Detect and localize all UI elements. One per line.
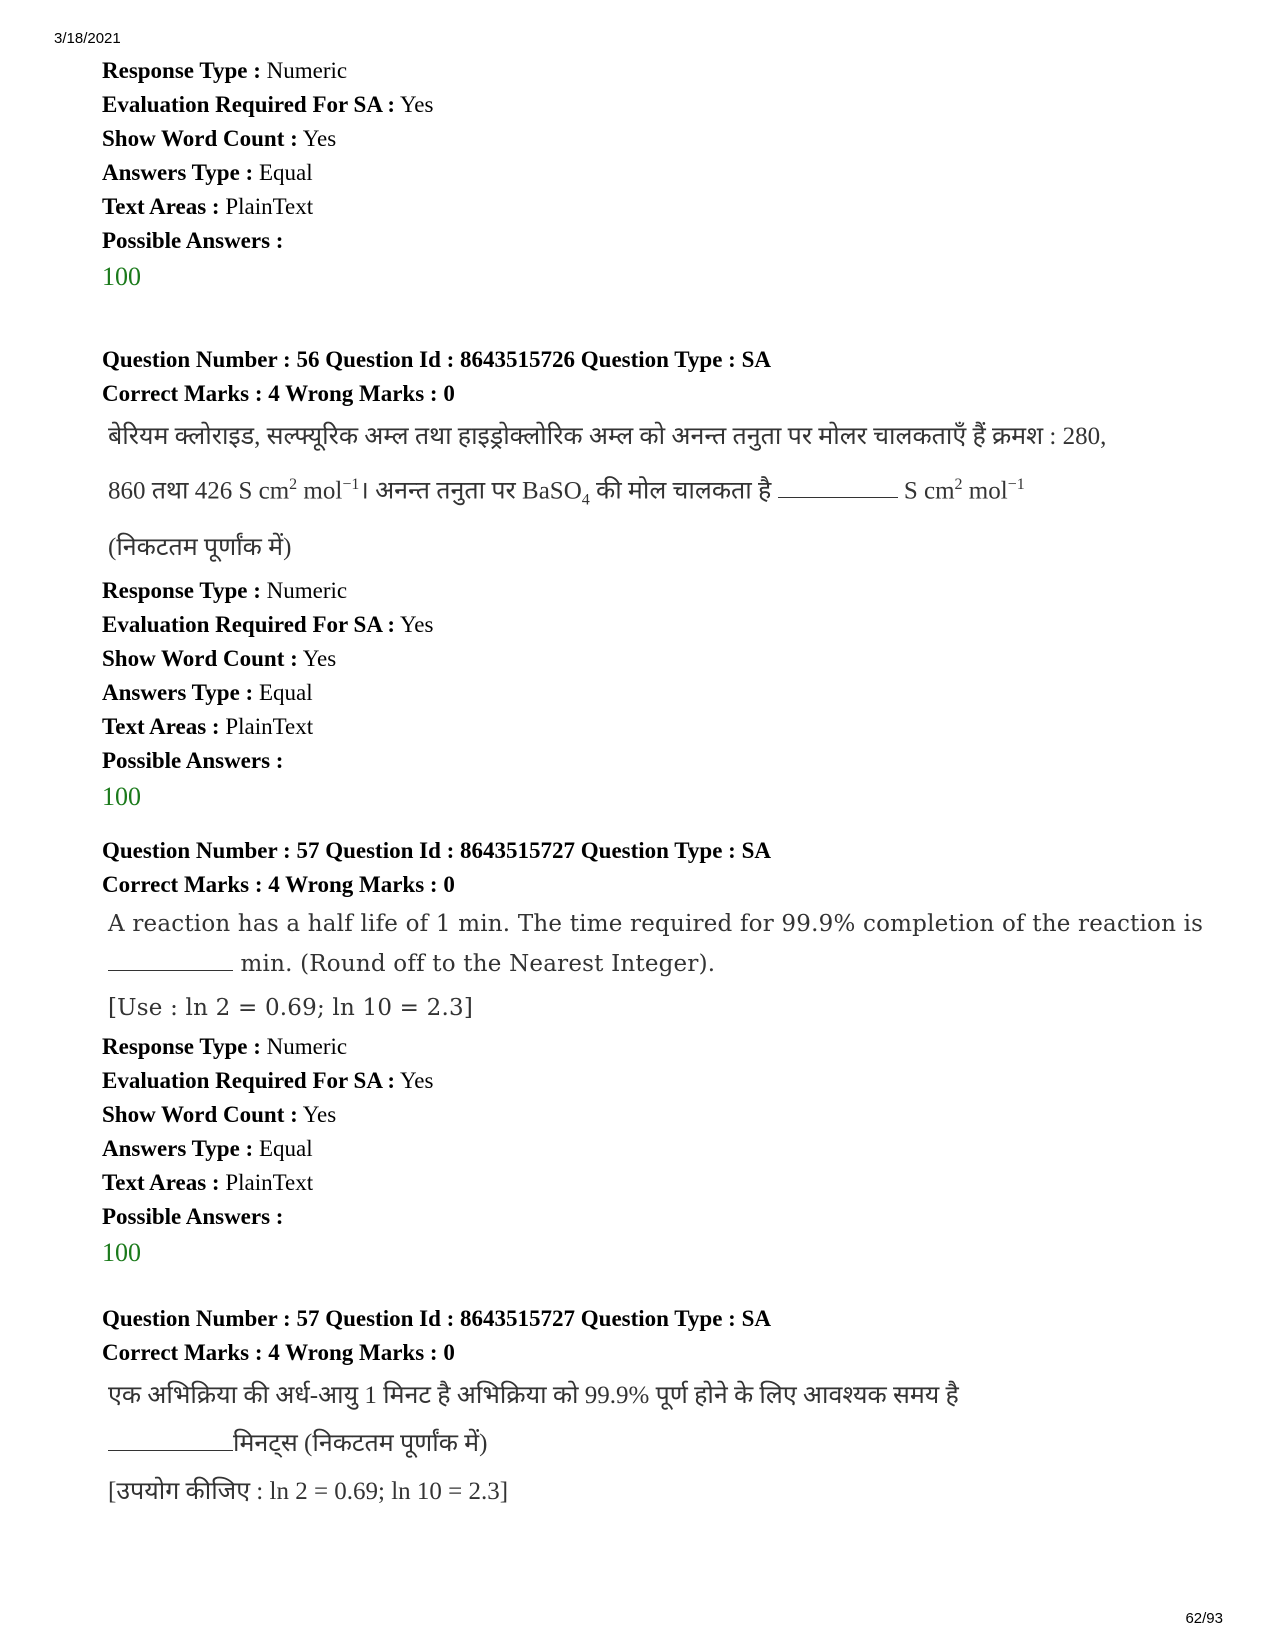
text-areas-row	[102, 190, 1192, 224]
answers-type-value: Equal	[258, 1136, 313, 1161]
text-areas-row	[102, 710, 1192, 744]
possible-answer-value: 100	[102, 782, 141, 812]
possible-answers-label: Possible Answers :	[102, 1204, 284, 1229]
question-text-line-3: [उपयोग कीजिए : ln 2 = 0.69; ln 10 = 2.3]	[108, 1478, 509, 1505]
answers-type-row	[102, 156, 1192, 190]
text-segment: की मोल चालकता है	[589, 477, 778, 505]
text-segment: 860 तथा 426 S cm	[108, 477, 290, 505]
evaluation-value: Yes	[400, 612, 434, 638]
text-areas-value: PlainText	[225, 194, 314, 219]
evaluation-label: Evaluation Required For SA :	[102, 1068, 396, 1093]
response-type-label: Response Type :	[102, 578, 261, 604]
answer-blank	[778, 475, 898, 498]
response-type-value: Numeric	[266, 578, 348, 604]
response-type-label: Response Type :	[102, 1034, 261, 1059]
answers-type-value: Equal	[258, 680, 313, 706]
question-text-line-1: एक अभिक्रिया की अर्ध-आयु 1 मिनट है अभिक्रिया को 99.9% पूर्ण होने के लिए आवश्यक समय है	[108, 1382, 959, 1409]
question-text	[102, 413, 1192, 572]
possible-answer-value: 100	[102, 262, 141, 291]
text-segment: mol	[962, 477, 1008, 505]
answers-type-label: Answers Type :	[102, 680, 254, 706]
answer-blank	[108, 948, 233, 971]
answers-type-row	[102, 1132, 1192, 1166]
text-areas-label: Text Areas :	[102, 194, 220, 219]
possible-answers-label: Possible Answers :	[102, 228, 284, 253]
response-type-row	[102, 1030, 1192, 1064]
response-type-value: Numeric	[266, 58, 348, 83]
possible-answer-value: 100	[102, 1238, 141, 1267]
answers-type-label: Answers Type :	[102, 160, 254, 185]
word-count-row	[102, 642, 1192, 676]
page-number: 62/93	[1185, 1610, 1223, 1627]
question-marks: Correct Marks : 4 Wrong Marks : 0	[102, 381, 455, 406]
word-count-row	[102, 122, 1192, 156]
evaluation-value: Yes	[400, 92, 434, 117]
question-text-line-1: A reaction has a half life of 1 min. The time required for 99.9% completion of the reaction is	[108, 911, 1204, 937]
possible-answers-row	[102, 744, 1192, 778]
answer-blank	[108, 1428, 233, 1451]
question-marks: Correct Marks : 4 Wrong Marks : 0	[102, 1340, 455, 1365]
evaluation-row	[102, 88, 1192, 122]
text-areas-row	[102, 1166, 1192, 1200]
text-segment: mol	[297, 477, 343, 505]
question-57	[102, 834, 1204, 1270]
text-segment: मिनट्स (निकटतम पूर्णांक में)	[233, 1430, 488, 1457]
question-text	[102, 904, 1204, 1028]
answers-type-value: Equal	[258, 160, 313, 185]
evaluation-label: Evaluation Required For SA :	[102, 612, 396, 638]
possible-answers-row	[102, 224, 1192, 258]
print-date: 3/18/2021	[54, 30, 121, 47]
superscript: 2	[289, 476, 298, 493]
question-55-tail	[102, 54, 1192, 294]
superscript: −1	[342, 476, 360, 493]
text-areas-value: PlainText	[225, 1170, 314, 1195]
question-header: Question Number : 56 Question Id : 8643515726 Question Type : SA	[102, 347, 771, 372]
answers-type-label: Answers Type :	[102, 1136, 254, 1161]
text-areas-value: PlainText	[225, 714, 314, 740]
superscript: 2	[954, 476, 963, 493]
word-count-value: Yes	[302, 126, 337, 151]
word-count-row	[102, 1098, 1192, 1132]
text-segment: । अनन्त तनुता पर BaSO	[359, 477, 582, 505]
response-type-value: Numeric	[266, 1034, 348, 1059]
question-marks: Correct Marks : 4 Wrong Marks : 0	[102, 872, 455, 897]
word-count-label: Show Word Count :	[102, 126, 298, 151]
question-text-line-2	[108, 461, 1192, 524]
possible-answers-label: Possible Answers :	[102, 748, 284, 774]
text-segment: S cm	[897, 477, 955, 505]
evaluation-label: Evaluation Required For SA :	[102, 92, 396, 117]
response-type-row	[102, 54, 1192, 88]
evaluation-row	[102, 1064, 1192, 1098]
question-text-line-2	[108, 1420, 1192, 1468]
question-text-line-3: (निकटतम पूर्णांक में)	[108, 534, 292, 562]
text-areas-label: Text Areas :	[102, 1170, 220, 1195]
subscript: 4	[581, 491, 590, 509]
question-text	[102, 1372, 1192, 1516]
question-header: Question Number : 57 Question Id : 8643515727 Question Type : SA	[102, 1306, 771, 1331]
text-segment: min. (Round off to the Nearest Integer).	[233, 951, 716, 977]
question-56	[102, 343, 1192, 814]
possible-answers-row	[102, 1200, 1192, 1234]
superscript: −1	[1007, 476, 1025, 493]
question-text-line-2	[108, 944, 1192, 984]
question-header: Question Number : 57 Question Id : 8643515727 Question Type : SA	[102, 838, 771, 863]
evaluation-row	[102, 608, 1192, 642]
word-count-value: Yes	[302, 646, 337, 672]
word-count-value: Yes	[302, 1102, 337, 1127]
response-type-row	[102, 574, 1192, 608]
text-areas-label: Text Areas :	[102, 714, 220, 740]
word-count-label: Show Word Count :	[102, 1102, 298, 1127]
question-57-hindi	[102, 1302, 1192, 1518]
answers-type-row	[102, 676, 1192, 710]
response-type-label: Response Type :	[102, 58, 261, 83]
evaluation-value: Yes	[400, 1068, 434, 1093]
question-text-line-1: बेरियम क्लोराइड, सल्फ्यूरिक अम्ल तथा हाइड्रोक्लोरिक अम्ल को अनन्त तनुता पर मोलर चालकताएँ हैं क्रमश : 280,	[108, 423, 1107, 450]
word-count-label: Show Word Count :	[102, 646, 298, 672]
question-text-line-3: [Use : ln 2 = 0.69; ln 10 = 2.3]	[108, 995, 474, 1021]
